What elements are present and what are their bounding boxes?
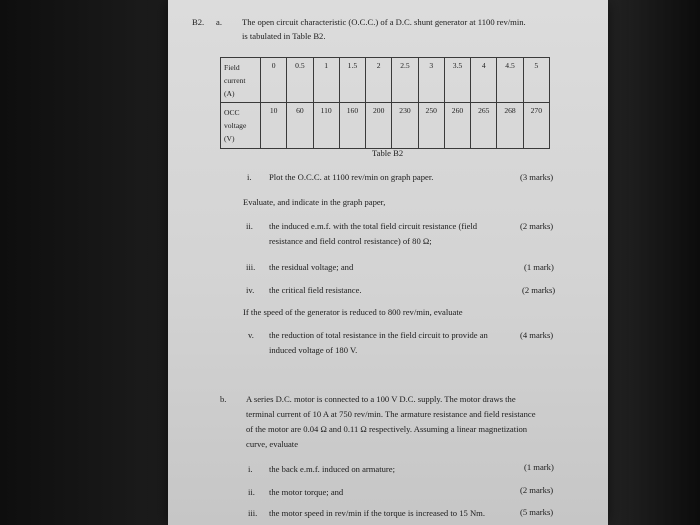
- table-cell: 0.5: [287, 58, 313, 103]
- item-b-ii-number: ii.: [248, 487, 255, 497]
- item-b-i-number: i.: [248, 464, 253, 474]
- item-a-v-line-2: induced voltage of 180 V.: [269, 345, 358, 355]
- part-b-line-3: of the motor are 0.04 Ω and 0.11 Ω respectively. Assuming a linear magnetization: [246, 424, 528, 434]
- table-row-occ-voltage: [221, 103, 550, 149]
- table-cell: 250: [418, 103, 444, 149]
- item-a-iv-text: the critical field resistance.: [269, 285, 362, 295]
- table-cell: 265: [471, 103, 497, 149]
- speed-note: If the speed of the generator is reduced to 800 rev/min, evaluate: [243, 307, 463, 317]
- item-b-iii-number: iii.: [248, 508, 258, 518]
- item-a-ii-line-1: the induced e.m.f. with the total field circuit resistance (field: [269, 221, 478, 231]
- intro-line-1: The open circuit characteristic (O.C.C.) of a D.C. shunt generator at 1100 rev/min.: [242, 17, 526, 27]
- table-row-header: Field current (A): [221, 58, 261, 103]
- part-b-line-1: A series D.C. motor is connected to a 100 V D.C. supply. The motor draws the: [246, 394, 516, 404]
- table-cell: 200: [366, 103, 392, 149]
- item-b-i-marks: (1 mark): [524, 462, 554, 472]
- table-cell: 4: [471, 58, 497, 103]
- table-cell: 4.5: [497, 58, 523, 103]
- table-cell: 270: [523, 103, 549, 149]
- item-a-ii-number: ii.: [246, 221, 253, 231]
- background-left: [0, 0, 190, 525]
- part-a-label: a.: [216, 17, 222, 27]
- table-cell: 0: [261, 58, 287, 103]
- item-a-iii-number: iii.: [246, 262, 256, 272]
- table-row-header: OCC voltage (V): [221, 103, 261, 149]
- item-a-ii-line-2: resistance and field control resistance) of 80 Ω;: [269, 236, 432, 246]
- table-cell: 3: [418, 58, 444, 103]
- table-cell: 268: [497, 103, 523, 149]
- item-b-iii-text: the motor speed in rev/min if the torque is increased to 15 Nm.: [269, 508, 485, 518]
- item-b-ii-text: the motor torque; and: [269, 487, 344, 497]
- table-cell: 60: [287, 103, 313, 149]
- item-a-ii-marks: (2 marks): [520, 221, 554, 231]
- item-a-v-marks: (4 marks): [520, 330, 554, 340]
- table-cell: 1.5: [339, 58, 365, 103]
- item-a-iv-number: iv.: [246, 285, 255, 295]
- table-cell: 3.5: [444, 58, 470, 103]
- table-cell: 1: [313, 58, 339, 103]
- table-cell: 110: [313, 103, 339, 149]
- item-a-v-number: v.: [248, 330, 254, 340]
- item-b-ii-marks: (2 marks): [520, 485, 554, 495]
- item-a-i-text: Plot the O.C.C. at 1100 rev/min on graph paper.: [269, 172, 434, 182]
- exam-paper: [168, 0, 608, 525]
- table-caption: Table B2: [372, 148, 404, 158]
- table-cell: 5: [523, 58, 549, 103]
- table-cell: 160: [339, 103, 365, 149]
- table-row-field-current: [221, 58, 550, 103]
- evaluate-instruction: Evaluate, and indicate in the graph paper,: [243, 197, 386, 207]
- item-a-v-line-1: the reduction of total resistance in the field circuit to provide an: [269, 330, 488, 340]
- item-b-iii-marks: (5 marks): [520, 507, 554, 517]
- table-cell: 2: [366, 58, 392, 103]
- table-cell: 230: [392, 103, 418, 149]
- table-cell: 10: [261, 103, 287, 149]
- table-cell: 260: [444, 103, 470, 149]
- item-a-iii-marks: (1 mark): [524, 262, 554, 272]
- item-b-i-text: the back e.m.f. induced on armature;: [269, 464, 395, 474]
- intro-line-2: is tabulated in Table B2.: [242, 31, 326, 41]
- item-a-i-number: i.: [247, 172, 252, 182]
- item-a-iv-marks: (2 marks): [522, 285, 556, 295]
- question-number: B2.: [192, 17, 205, 27]
- item-a-i-marks: (3 marks): [520, 172, 554, 182]
- table-cell: 2.5: [392, 58, 418, 103]
- part-b-line-2: terminal current of 10 A at 750 rev/min. The armature resistance and field resistance: [246, 409, 536, 419]
- occ-table: [220, 57, 550, 149]
- part-b-line-4: curve, evaluate: [246, 439, 299, 449]
- part-b-label: b.: [220, 394, 227, 404]
- item-a-iii-text: the residual voltage; and: [269, 262, 354, 272]
